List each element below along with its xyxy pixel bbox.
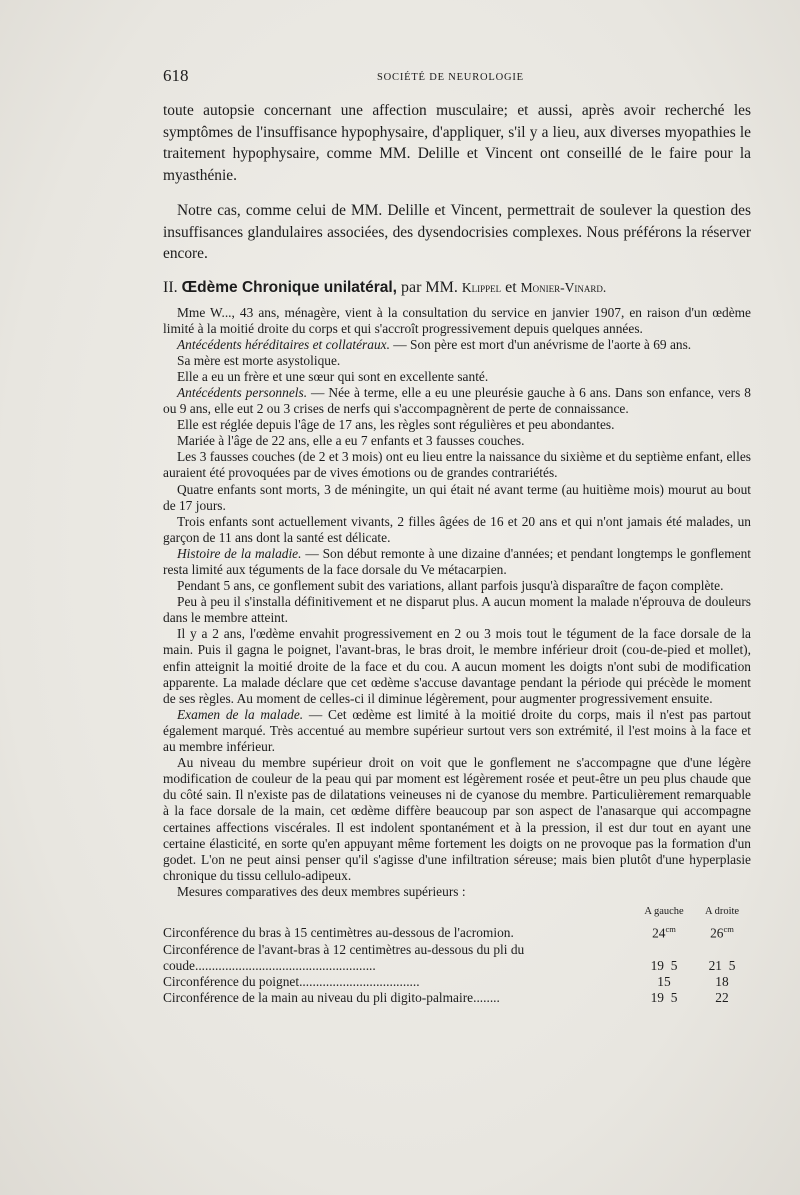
value-left: 15 bbox=[657, 973, 671, 989]
row-label: Circonférence de la main au niveau du pli digito-palmaire........ bbox=[163, 989, 500, 1005]
case-paragraph: Il y a 2 ans, l'œdème envahit progressivement en 2 ou 3 mois tout le tégument de la face dorsale de la main. Puis il gagna le poignet, l'avant-bras, le bras droit, le membre inférieur droit (cou-de-pied et mollet), enfin atteignit la moitié droite de la face et du cou. A aucun moment les doigts n'ont subi de modification apparente. La malade déclare que cet œdème s'accuse davantage pendant la période qui précède le moment de ses règles. Au moment de celles-ci il diminue légèrement, pour augmenter progressivement ensuite. bbox=[163, 626, 751, 706]
row-label: Circonférence de l'avant-bras à 12 centimètres au-dessous du pli du coude...................................................... bbox=[163, 941, 525, 973]
author-klippel: Klippel bbox=[461, 279, 502, 295]
case-paragraph: Mariée à l'âge de 22 ans, elle a eu 7 enfants et 3 fausses couches. bbox=[177, 433, 525, 449]
case-paragraph: Mesures comparatives des deux membres supérieurs : bbox=[177, 883, 466, 899]
running-head: SOCIÉTÉ DE NEUROLOGIE bbox=[377, 72, 524, 83]
intro-paragraph-1: toute autopsie concernant une affection musculaire; et aussi, après avoir recherché les symptômes de l'insuffisance hypophysaire, d'appliquer, s'il y a lieu, aux diverses myopathies le traitement hypophysaire, comme MM. Delille et Vincent ont conseillé de le faire pour la myasthénie. bbox=[163, 102, 751, 184]
case-paragraph: Elle a eu un frère et une sœur qui sont en excellente santé. bbox=[177, 368, 489, 384]
value-left: 19 5 bbox=[650, 957, 678, 973]
column-header-left: A gauche bbox=[644, 905, 684, 917]
table-row bbox=[163, 921, 751, 942]
case-paragraph bbox=[163, 385, 751, 417]
case-paragraph: Quatre enfants sont morts, 3 de méningite, un qui était né avant terme (au huitième mois) mourut au bout de 17 jours. bbox=[163, 481, 751, 513]
value-right: 18 bbox=[715, 973, 729, 989]
value-left-number: 24 bbox=[652, 925, 666, 941]
page-header bbox=[163, 66, 753, 90]
case-text: — Son début remonte à une dizaine d'années; et pendant longtemps le gonflement resta limité aux téguments de la face dorsale du Ve métacarpien. bbox=[163, 545, 752, 577]
case-paragraph: Sa mère est morte asystolique. bbox=[177, 352, 341, 368]
column-header-right: A droite bbox=[704, 905, 740, 917]
subheading-hereditary: Antécédents héréditaires et collatéraux. bbox=[177, 336, 390, 352]
case-paragraph: Mme W..., 43 ans, ménagère, vient à la consultation du service en janvier 1907, en raison d'un œdème limité à la moitié droite du corps et qui s'accroît progressivement depuis quelques années. bbox=[163, 304, 751, 336]
section-by: par MM. bbox=[400, 278, 458, 296]
case-paragraph bbox=[163, 546, 751, 578]
case-paragraph: Au niveau du membre supérieur droit on voit que le gonflement ne s'accompagne que d'une légère modification de couleur de la peau qui par moment est légèrement rosée et peut-être un peu plus chaude que du côté sain. Il n'existe pas de dilatations veineuses ni de cyanose du membre. Particulièrement remarquable à la face dorsale de la main, cet œdème diffère beaucoup par son aspect de l'anasarque qui accompagne certaines affections viscérales. Il est indolent spontanément et à la pression, il est dur tout en ayant une certaine élasticité, en sorte qu'en appuyant même fortement les doigts on ne provoque pas la formation d'un godet. L'on ne peut ainsi penser qu'il s'agisse d'une infiltration séreuse; mais bien plutôt d'une hyperplasie chronique du tissu cellulo-adipeux. bbox=[163, 755, 751, 883]
intro-paragraph-2: Notre cas, comme celui de MM. Delille et Vincent, permettrait de soulever la question des insuffisances glandulaires associées, des dysendocrisies complexes. Nous préférons la réserver encore. bbox=[163, 202, 751, 262]
section-number: II. bbox=[163, 278, 178, 296]
value-right-number: 26 bbox=[710, 925, 724, 941]
case-paragraph: Elle est réglée depuis l'âge de 17 ans, les règles sont régulières et peu abondantes. bbox=[177, 417, 615, 433]
value-right bbox=[693, 921, 751, 942]
case-paragraph: Les 3 fausses couches (de 2 et 3 mois) ont eu lieu entre la naissance du sixième et du septième enfant, elles auraient été provoquées par de vives émotions ou de grandes contrariétés. bbox=[163, 449, 751, 481]
case-paragraph: Pendant 5 ans, ce gonflement subit des variations, allant parfois jusqu'à disparaître de façon complète. bbox=[177, 578, 724, 594]
table-row bbox=[163, 942, 751, 974]
subheading-examination: Examen de la malade. bbox=[177, 706, 304, 722]
author-monier-vinard: Monier-Vinard. bbox=[520, 279, 607, 295]
case-text: — Son père est mort d'un anévrisme de l'aorte à 69 ans. bbox=[389, 336, 692, 352]
row-label: Circonférence du bras à 15 centimètres au-dessous de l'acromion. bbox=[163, 925, 514, 941]
unit-right: cm bbox=[723, 923, 734, 934]
case-text: — Cet œdème est limité à la moitié droite du corps, mais il n'est pas partout également marqué. Très accentué au membre supérieur surtout vers son extrémité, il l'est moins à la face et au membre inférieur. bbox=[163, 706, 752, 755]
table-header bbox=[163, 906, 751, 921]
table-row bbox=[163, 990, 751, 1006]
value-right: 22 bbox=[715, 989, 729, 1005]
value-left: 19 5 bbox=[650, 989, 678, 1005]
subheading-personal: Antécédents personnels. bbox=[177, 384, 308, 400]
case-paragraph: Trois enfants sont actuellement vivants, 2 filles âgées de 16 et 20 ans et qui n'ont jamais été malades, un garçon de 11 ans dont la santé est délicate. bbox=[163, 513, 751, 545]
value-right: 21 5 bbox=[708, 957, 736, 973]
subheading-history: Histoire de la maladie. bbox=[177, 545, 302, 561]
case-text: — Née à terme, elle a eu une pleurésie gauche à 6 ans. Dans son enfance, vers 8 ou 9 ans, elle eut 2 ou 3 crises de nerfs qui s'accompagnèrent de perte de connaissance. bbox=[163, 384, 751, 417]
table-row bbox=[163, 974, 751, 990]
case-paragraph bbox=[163, 707, 751, 755]
page-body bbox=[163, 100, 751, 1006]
section-heading bbox=[163, 277, 751, 299]
section-and: et bbox=[505, 278, 517, 296]
case-paragraph: Peu à peu il s'installa définitivement et ne disparut plus. A aucun moment la malade n'éprouva de douleurs dans le membre atteint. bbox=[163, 594, 751, 626]
measurements-table bbox=[163, 906, 751, 1006]
value-left bbox=[635, 921, 693, 942]
section-title: Œdème Chronique unilatéral, bbox=[181, 278, 397, 296]
page-number: 618 bbox=[163, 66, 189, 85]
row-label: Circonférence du poignet.................................... bbox=[163, 973, 420, 989]
unit-left: cm bbox=[665, 923, 676, 934]
case-paragraph bbox=[163, 337, 751, 353]
